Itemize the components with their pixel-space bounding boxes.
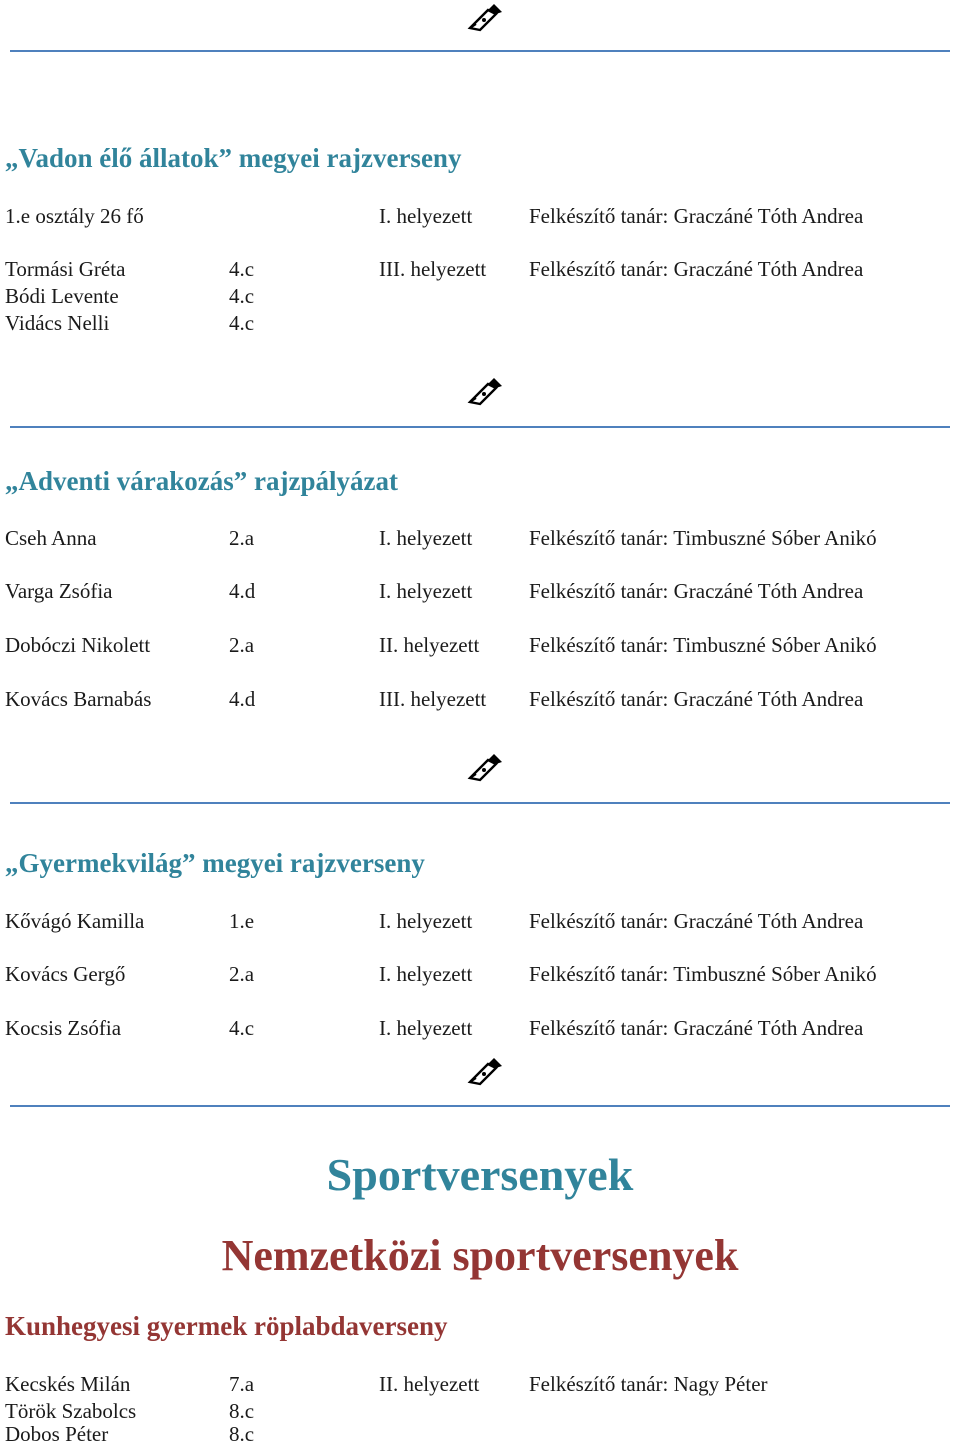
teacher: Felkészítő tanár: Timbuszné Sóber Anikó <box>529 526 877 550</box>
teacher: Felkészítő tanár: Graczáné Tóth Andrea <box>529 204 864 228</box>
class-label: 2.a <box>229 962 255 986</box>
result-row <box>0 1421 960 1447</box>
class-label: 4.c <box>229 257 255 281</box>
class-label: 7.a <box>229 1372 255 1396</box>
result-row <box>0 961 960 987</box>
class-label: 4.c <box>229 1016 255 1040</box>
student-name: Török Szabolcs <box>5 1399 137 1423</box>
placement: I. helyezett <box>379 962 473 986</box>
result-row <box>0 310 960 336</box>
student-name: Kovács Barnabás <box>5 687 152 711</box>
section-title: „Gyermekvilág” megyei rajzverseny <box>5 848 425 878</box>
teacher: Felkészítő tanár: Nagy Péter <box>529 1372 768 1396</box>
student-name: Kovács Gergő <box>5 962 126 986</box>
student-name: Kocsis Zsófia <box>5 1016 122 1040</box>
section-divider <box>10 802 950 804</box>
teacher: Felkészítő tanár: Graczáné Tóth Andrea <box>529 579 864 603</box>
student-name: Kecskés Milán <box>5 1372 131 1396</box>
student-name: Vidács Nelli <box>5 311 110 335</box>
section-title: „Vadon élő állatok” megyei rajzverseny <box>5 143 462 173</box>
class-label: 8.c <box>229 1399 255 1423</box>
result-row <box>0 525 960 551</box>
placement: I. helyezett <box>379 204 473 228</box>
teacher: Felkészítő tanár: Timbuszné Sóber Anikó <box>529 633 877 657</box>
pen-nib-icon <box>466 2 506 32</box>
class-label: 4.d <box>229 579 256 603</box>
teacher: Felkészítő tanár: Graczáné Tóth Andrea <box>529 1016 864 1040</box>
result-row <box>0 1015 960 1041</box>
result-row <box>0 283 960 309</box>
result-row <box>0 686 960 712</box>
student-name: Bódi Levente <box>5 284 119 308</box>
student-name: Varga Zsófia <box>5 579 113 603</box>
student-name: Dobóczi Nikolett <box>5 633 151 657</box>
section-title: „Adventi várakozás” rajzpályázat <box>5 466 398 496</box>
student-name: Tormási Gréta <box>5 257 126 281</box>
student-name: Cseh Anna <box>5 526 97 550</box>
section-divider <box>10 1105 950 1107</box>
result-row <box>0 632 960 658</box>
placement: II. helyezett <box>379 633 480 657</box>
class-label: 8.c <box>229 1422 255 1446</box>
placement: I. helyezett <box>379 526 473 550</box>
result-row <box>0 1371 960 1397</box>
class-label: 4.c <box>229 284 255 308</box>
class-label: 2.a <box>229 526 255 550</box>
student-name: 1.e osztály 26 fő <box>5 204 144 228</box>
event-title: Kunhegyesi gyermek röplabdaverseny <box>5 1311 448 1341</box>
page-subtitle: Nemzetközi sportversenyek <box>221 1231 739 1280</box>
pen-nib-icon <box>466 752 506 782</box>
placement: II. helyezett <box>379 1372 480 1396</box>
class-label: 1.e <box>229 909 255 933</box>
result-row <box>0 256 960 282</box>
placement: I. helyezett <box>379 579 473 603</box>
placement: III. helyezett <box>379 687 487 711</box>
teacher: Felkészítő tanár: Timbuszné Sóber Anikó <box>529 962 877 986</box>
placement: III. helyezett <box>379 257 487 281</box>
class-label: 2.a <box>229 633 255 657</box>
result-row <box>0 908 960 934</box>
result-row <box>0 203 960 229</box>
page-title: Sportversenyek <box>326 1149 634 1200</box>
placement: I. helyezett <box>379 1016 473 1040</box>
student-name: Kővágó Kamilla <box>5 909 145 933</box>
pen-nib-icon <box>466 376 506 406</box>
student-name: Dobos Péter <box>5 1422 109 1446</box>
section-divider <box>10 426 950 428</box>
result-row <box>0 578 960 604</box>
teacher: Felkészítő tanár: Graczáné Tóth Andrea <box>529 257 864 281</box>
class-label: 4.d <box>229 687 256 711</box>
placement: I. helyezett <box>379 909 473 933</box>
teacher: Felkészítő tanár: Graczáné Tóth Andrea <box>529 687 864 711</box>
teacher: Felkészítő tanár: Graczáné Tóth Andrea <box>529 909 864 933</box>
section-divider <box>10 50 950 52</box>
pen-nib-icon <box>466 1056 506 1086</box>
class-label: 4.c <box>229 311 255 335</box>
